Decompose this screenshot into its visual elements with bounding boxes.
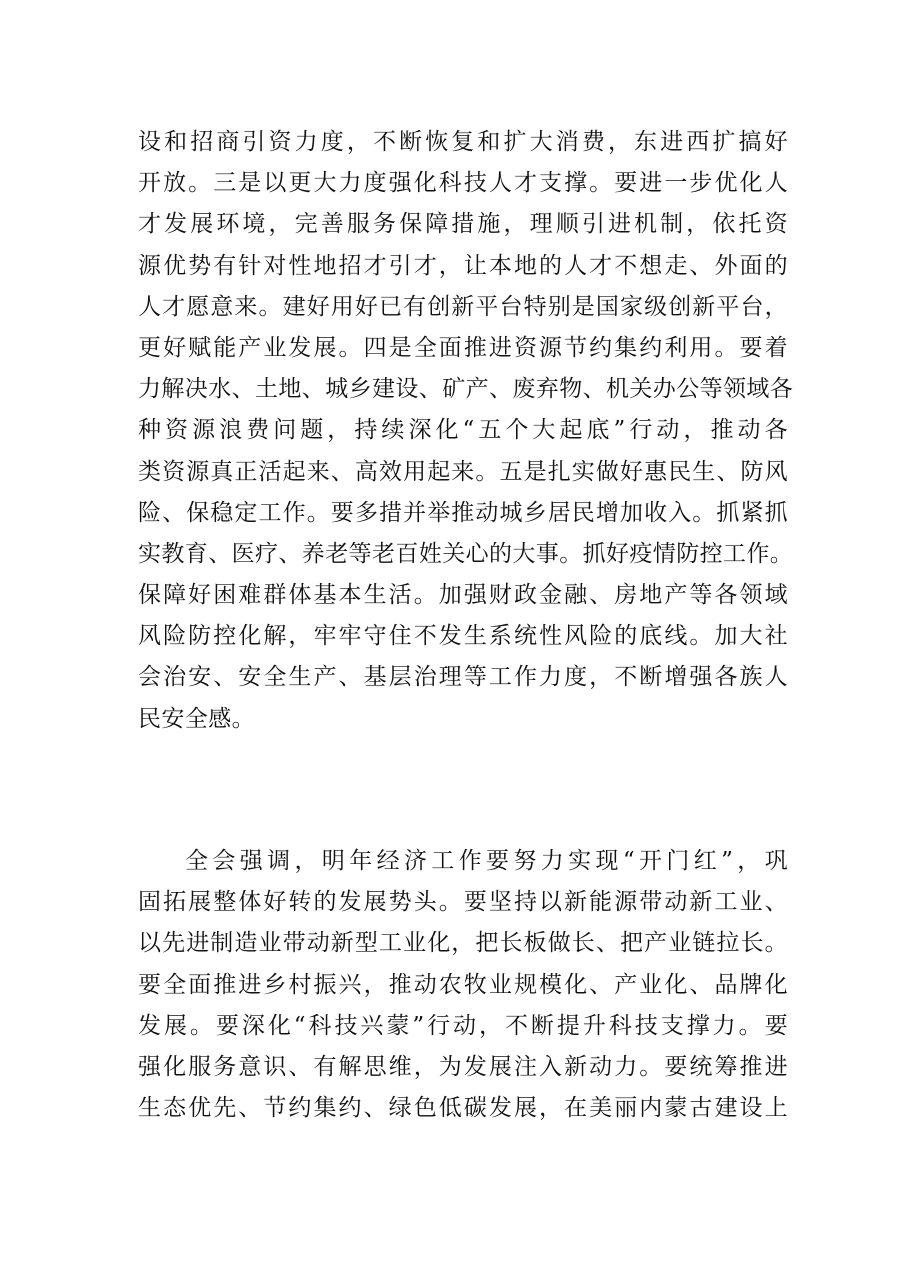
text-line: 会治安、安全生产、基层治理等工作力度，不断增强各族人 xyxy=(138,664,788,691)
paragraph-2 xyxy=(138,841,788,1129)
text-line: 全会强调，明年经济工作要努力实现“开门红”，巩 xyxy=(185,848,788,874)
text-line: 生态优先、节约集约、绿色低碳发展，在美丽内蒙古建设上 xyxy=(138,1095,788,1122)
text-line: 类资源真正活起来、高效用起来。五是扎实做好惠民生、防风 xyxy=(138,458,788,485)
paragraph-1 xyxy=(138,122,794,740)
text-line: 保障好困难群体基本生活。加强财政金融、房地产等各领域 xyxy=(138,582,788,609)
text-line: 力解决水、土地、城乡建设、矿产、废弃物、机关办公等领域各 xyxy=(138,376,794,403)
text-line: 强化服务意识、有解思维，为发展注入新动力。要统筹推进 xyxy=(138,1053,788,1080)
text-line: 以先进制造业带动新型工业化，把长板做长、把产业链拉长。 xyxy=(138,930,788,957)
text-line: 才发展环境，完善服务保障措施，理顺引进机制，依托资 xyxy=(138,211,788,238)
text-line: 要全面推进乡村振兴，推动农牧业规模化、产业化、品牌化 xyxy=(138,971,788,998)
text-line: 种资源浪费问题，持续深化“五个大起底”行动，推动各 xyxy=(138,417,788,444)
text-line: 更好赋能产业发展。四是全面推进资源节约集约利用。要着 xyxy=(138,334,788,361)
text-line: 险、保稳定工作。要多措并举推动城乡居民增加收入。抓紧抓 xyxy=(138,499,788,526)
text-line: 发展。要深化“科技兴蒙”行动，不断提升科技支撑力。要 xyxy=(138,1012,788,1039)
text-line: 民安全感。 xyxy=(138,705,255,732)
text-line: 源优势有针对性地招才引才，让本地的人才不想走、外面的 xyxy=(138,252,788,279)
text-line: 风险防控化解，牢牢守住不发生系统性风险的底线。加大社 xyxy=(138,623,788,650)
text-line: 固拓展整体好转的发展势头。要坚持以新能源带动新工业、 xyxy=(138,889,788,916)
text-line: 人才愿意来。建好用好已有创新平台特别是国家级创新平台， xyxy=(138,293,788,320)
text-line: 开放。三是以更大力度强化科技人才支撑。要进一步优化人 xyxy=(138,170,788,197)
text-line: 实教育、医疗、养老等老百姓关心的大事。抓好疫情防控工作。 xyxy=(138,540,794,567)
text-line: 设和招商引资力度，不断恢复和扩大消费，东进西扩搞好 xyxy=(138,129,788,155)
